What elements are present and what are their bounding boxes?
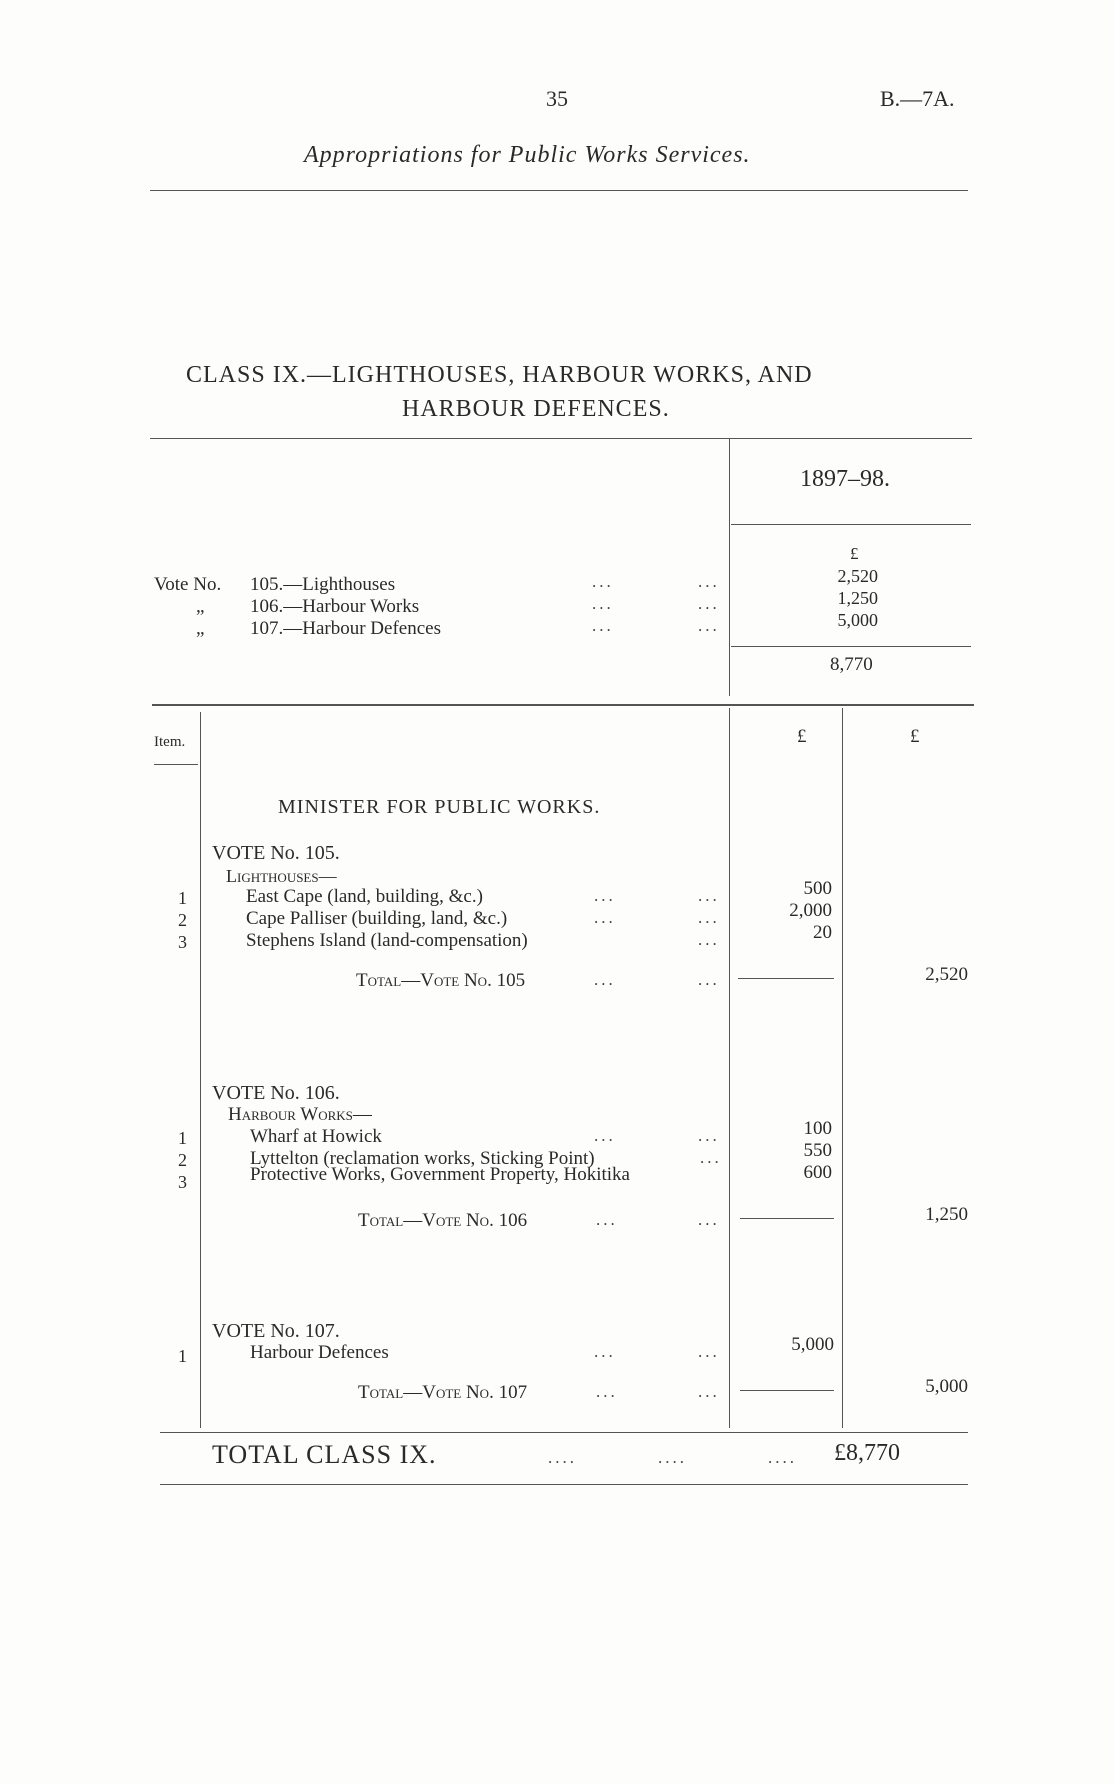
leader-dots: ... xyxy=(698,616,720,635)
item-column-divider xyxy=(200,712,201,1428)
vote-total-amount: 5,000 xyxy=(925,1376,968,1397)
leader-dots: ... xyxy=(592,616,614,635)
leader-dots: .... xyxy=(658,1448,687,1467)
vote-total-amount: 2,520 xyxy=(925,964,968,985)
grand-total-top-rule xyxy=(160,1432,968,1433)
leader-dots: ... xyxy=(594,908,616,927)
item-description: Stephens Island (land-compensation) xyxy=(246,930,528,951)
running-title: Appropriations for Public Works Services. xyxy=(304,142,751,168)
amount-column-currency: £ xyxy=(797,726,807,747)
vote-title: VOTE No. 105. xyxy=(212,842,340,864)
leader-dots: ... xyxy=(698,1382,720,1401)
grand-total-bottom-rule xyxy=(160,1484,968,1485)
item-number: 2 xyxy=(178,1150,187,1170)
item-description: East Cape (land, building, &c.) xyxy=(246,886,483,907)
vote-total-rule xyxy=(740,1390,834,1391)
leader-dots: ... xyxy=(594,886,616,905)
amount-column-divider xyxy=(729,708,730,1428)
summary-top-rule xyxy=(150,438,972,439)
summary-row-amount: 1,250 xyxy=(837,588,878,608)
summary-currency: £ xyxy=(850,544,859,563)
leader-dots: ... xyxy=(700,1148,722,1167)
subtotal-column-currency: £ xyxy=(910,726,920,747)
summary-row-amount: 2,520 xyxy=(837,566,878,586)
summary-row-prefix: „ xyxy=(196,618,205,639)
item-amount: 550 xyxy=(803,1140,832,1161)
item-column-header: Item. xyxy=(154,734,186,750)
document-reference: B.—7A. xyxy=(880,86,955,111)
item-number: 1 xyxy=(178,1128,187,1148)
leader-dots: ... xyxy=(594,1126,616,1145)
vote-subtitle: Lighthouses— xyxy=(226,866,337,886)
leader-dots: ... xyxy=(592,594,614,613)
vote-total-rule xyxy=(738,978,834,979)
minister-heading: MINISTER FOR PUBLIC WORKS. xyxy=(278,796,601,818)
item-description: Harbour Defences xyxy=(250,1342,389,1363)
leader-dots: ... xyxy=(698,930,720,949)
leader-dots: ... xyxy=(594,1342,616,1361)
summary-year-rule xyxy=(731,524,971,525)
leader-dots: ... xyxy=(592,572,614,591)
vote-title: VOTE No. 107. xyxy=(212,1320,340,1342)
leader-dots: .... xyxy=(768,1448,797,1467)
summary-row-label: 107.—Harbour Defences xyxy=(250,618,441,639)
leader-dots: ... xyxy=(698,1210,720,1229)
item-amount: 2,000 xyxy=(789,900,832,921)
vote-total-label: Total—Vote No. 106 xyxy=(358,1210,528,1231)
detail-top-rule xyxy=(152,704,974,706)
item-number: 3 xyxy=(178,932,187,952)
summary-row-label: 105.—Lighthouses xyxy=(250,574,396,595)
item-description: Lyttelton (reclamation works, Sticking Point) xyxy=(250,1148,595,1169)
leader-dots: ... xyxy=(698,886,720,905)
item-amount: 600 xyxy=(803,1162,832,1183)
summary-column-divider xyxy=(729,438,730,696)
leader-dots: ... xyxy=(698,1126,720,1145)
page-number: 35 xyxy=(546,86,568,111)
leader-dots: ... xyxy=(594,970,616,989)
leader-dots: .... xyxy=(548,1448,577,1467)
item-amount: 5,000 xyxy=(791,1334,834,1355)
vote-total-label: Total—Vote No. 107 xyxy=(358,1382,528,1403)
leader-dots: ... xyxy=(698,970,720,989)
item-header-underline xyxy=(154,764,198,765)
summary-row-prefix: Vote No. xyxy=(154,574,222,595)
vote-total-rule xyxy=(740,1218,834,1219)
grand-total-label: TOTAL CLASS IX. xyxy=(212,1440,437,1469)
item-amount: 20 xyxy=(813,922,832,943)
item-number: 2 xyxy=(178,910,187,930)
summary-total-rule xyxy=(731,646,971,647)
vote-total-label: Total—Vote No. 105 xyxy=(356,970,526,991)
leader-dots: ... xyxy=(596,1382,618,1401)
leader-dots: ... xyxy=(698,594,720,613)
leader-dots: ... xyxy=(698,908,720,927)
leader-dots: ... xyxy=(698,572,720,591)
item-description: Cape Palliser (building, land, &c.) xyxy=(246,908,508,929)
summary-row-label: 106.—Harbour Works xyxy=(250,596,420,617)
item-description: Protective Works, Government Property, Hokitika xyxy=(250,1164,630,1185)
item-number: 3 xyxy=(178,1172,187,1192)
item-number: 1 xyxy=(178,1346,187,1366)
item-amount: 100 xyxy=(803,1118,832,1139)
leader-dots: ... xyxy=(596,1210,618,1229)
grand-total-amount: £8,770 xyxy=(834,1440,900,1466)
item-amount: 500 xyxy=(803,878,832,899)
subtotal-column-divider xyxy=(842,708,843,1428)
item-number: 1 xyxy=(178,888,187,908)
summary-row-amount: 5,000 xyxy=(837,610,878,630)
header-rule xyxy=(150,190,968,191)
class-title-line2: HARBOUR DEFENCES. xyxy=(402,396,670,422)
summary-total: 8,770 xyxy=(830,654,873,675)
vote-subtitle: Harbour Works— xyxy=(228,1104,372,1125)
leader-dots: ... xyxy=(698,1342,720,1361)
item-description: Wharf at Howick xyxy=(250,1126,382,1147)
vote-title: VOTE No. 106. xyxy=(212,1082,340,1104)
vote-total-amount: 1,250 xyxy=(925,1204,968,1225)
summary-row-prefix: „ xyxy=(196,596,205,617)
class-title-line1: CLASS IX.—LIGHTHOUSES, HARBOUR WORKS, AND xyxy=(186,362,813,388)
summary-year: 1897–98. xyxy=(800,466,890,492)
